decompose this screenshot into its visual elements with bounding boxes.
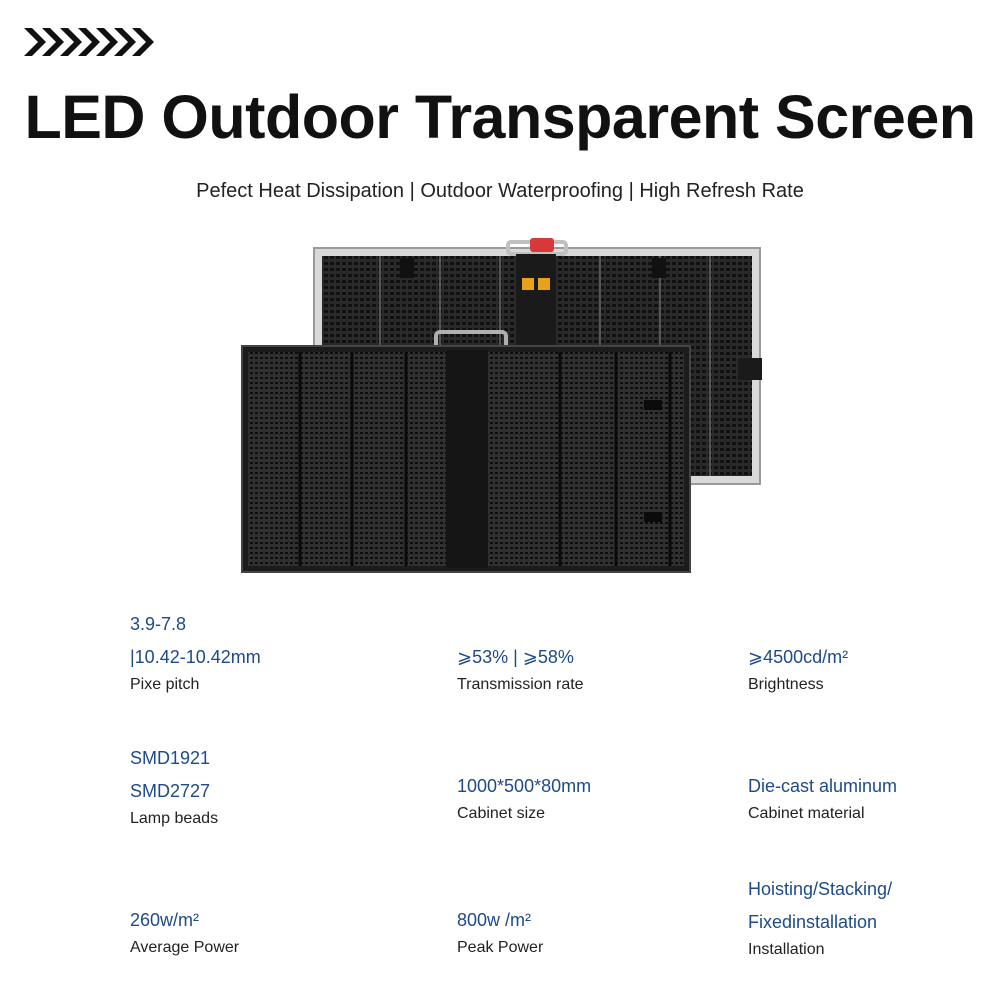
spec-value: ⩾4500cd/m² — [748, 647, 849, 667]
spec-label: Cabinet material — [748, 805, 865, 822]
spec-transmission-rate — [457, 641, 584, 696]
spec-cabinet-material — [748, 770, 897, 825]
product-image — [240, 232, 780, 577]
spec-value: SMD2727 — [130, 781, 211, 801]
spec-value: 260w/m² — [130, 910, 200, 930]
spec-value: 3.9-7.8 — [130, 614, 187, 634]
spec-label: Brightness — [748, 676, 824, 693]
spec-value: 1000*500*80mm — [457, 776, 592, 796]
spec-label: Cabinet size — [457, 805, 546, 822]
spec-value: Fixedinstallation — [748, 912, 878, 932]
page-subtitle: Pefect Heat Dissipation | Outdoor Waterproofing | High Refresh Rate — [196, 180, 804, 202]
spec-label: Transmission rate — [457, 676, 584, 693]
spec-value: SMD1921 — [130, 748, 211, 768]
page-title: LED Outdoor Transparent Screen — [24, 83, 976, 151]
spec-average-power — [130, 904, 239, 959]
spec-value: ⩾53% | ⩾58% — [457, 647, 574, 667]
spec-brightness — [748, 641, 848, 696]
spec-value: Hoisting/Stacking/ — [748, 879, 893, 899]
spec-label: Lamp beads — [130, 810, 219, 827]
spec-label: Pixe pitch — [130, 676, 200, 693]
chevron-arrows-icon — [24, 24, 156, 60]
spec-value: |10.42-10.42mm — [130, 647, 261, 667]
spec-label: Average Power — [130, 939, 240, 956]
front-panel — [242, 332, 690, 572]
spec-label: Peak Power — [457, 939, 544, 956]
spec-value: 800w /m² — [457, 910, 532, 930]
spec-cabinet-size — [457, 770, 591, 825]
spec-pixel-pitch — [130, 608, 261, 696]
spec-value: Die-cast aluminum — [748, 776, 898, 796]
spec-label: Installation — [748, 941, 825, 958]
spec-installation — [748, 873, 892, 961]
spec-peak-power — [457, 904, 543, 959]
spec-lamp-beads — [130, 742, 218, 830]
